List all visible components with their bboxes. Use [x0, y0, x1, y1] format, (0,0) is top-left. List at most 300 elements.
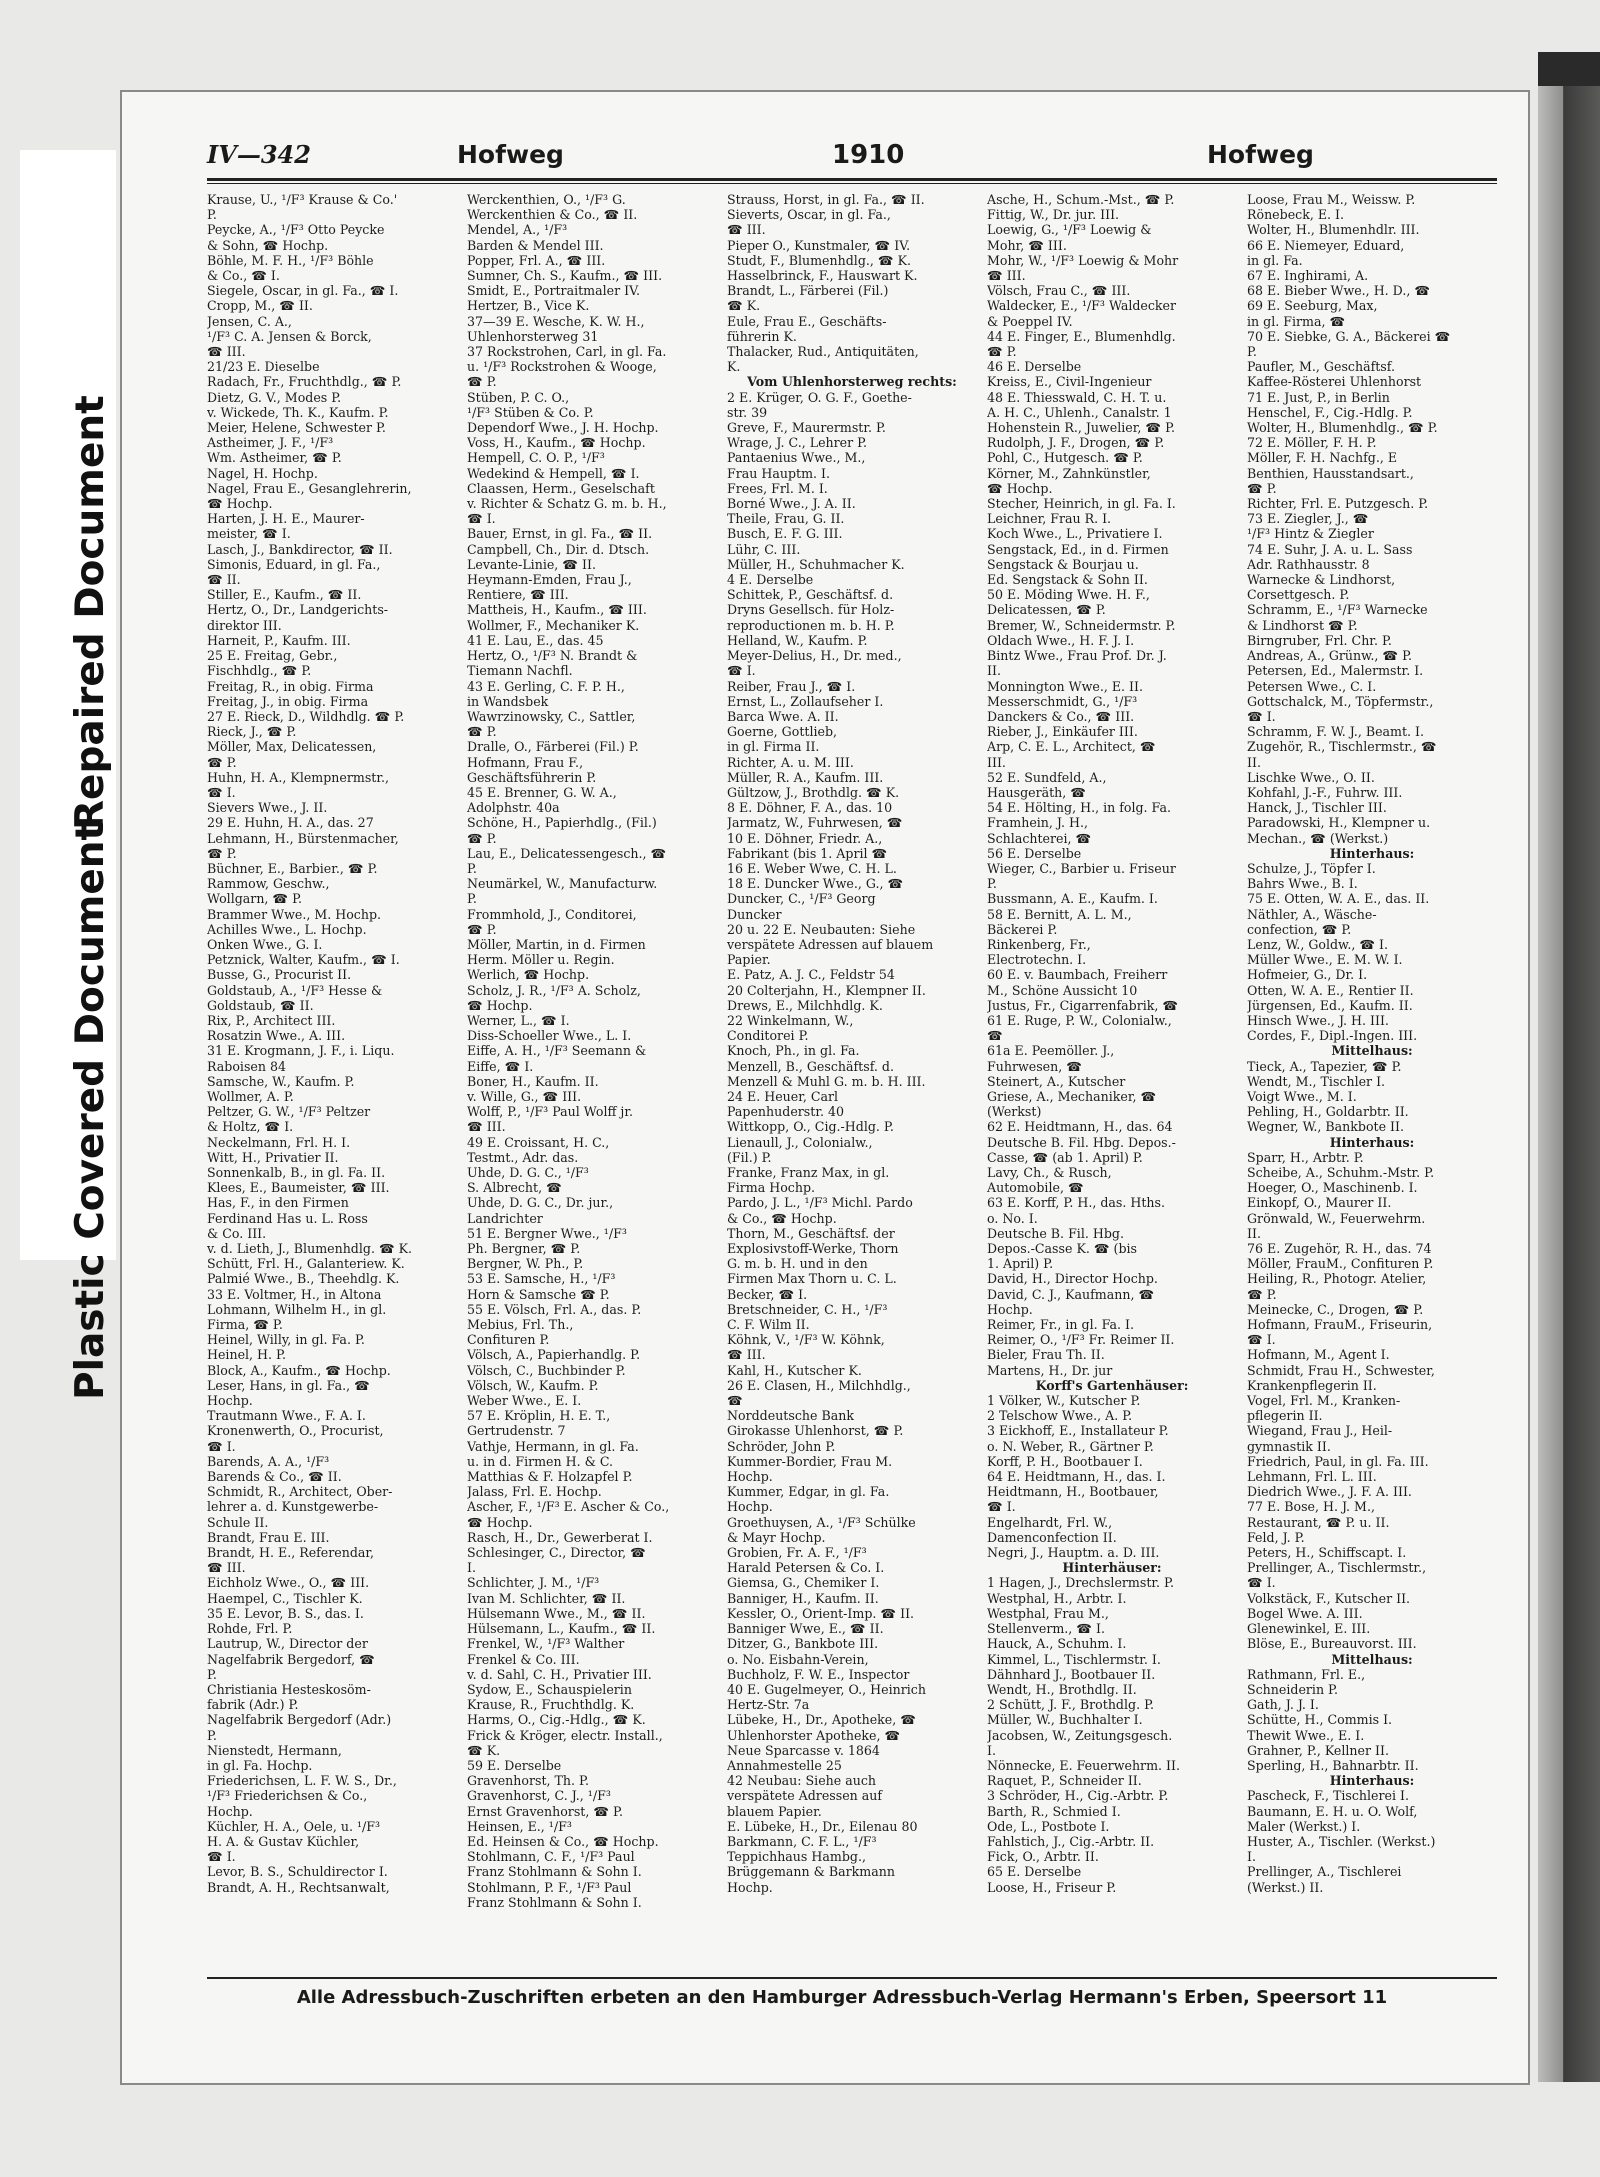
entry-line: Fabrikant (bis 1. April ☎	[727, 845, 888, 861]
entry-line: Heiling, R., Photogr. Atelier,	[1247, 1271, 1427, 1287]
entry-line: Hoeger, O., Maschinenb. I.	[1247, 1180, 1418, 1196]
entry-line: Frommhold, J., Conditorei,	[467, 906, 637, 922]
entry-line: ☎ II.	[207, 572, 241, 588]
entry-line: Schramm, E., ¹/F³ Warnecke	[1247, 602, 1428, 618]
entry-line: Dependorf Wwe., J. H. Hochp.	[467, 420, 659, 436]
entry-line: Ed. Sengstack & Sohn II.	[987, 572, 1148, 588]
entry-line: Wendt, M., Tischler I.	[1247, 1073, 1386, 1089]
entry-line: Harneit, P., Kaufm. III.	[207, 632, 351, 648]
entry-line: Werner, L., ☎ I.	[467, 1012, 570, 1028]
entry-line: & Sohn, ☎ Hochp.	[207, 237, 329, 253]
entry-line: Schlesinger, C., Director, ☎	[467, 1545, 646, 1561]
entry-line: Meyer-Delius, H., Dr. med.,	[727, 648, 902, 664]
entry-line: Heidtmann, H., Bootbauer,	[987, 1484, 1159, 1500]
entry-line: Pehling, H., Goldarbtr. II.	[1247, 1104, 1409, 1120]
entry-line: Völsch, Frau C., ☎ III.	[987, 283, 1131, 299]
entry-line: Banniger, H., Kaufm. II.	[727, 1590, 879, 1606]
entry-line: Küchler, H. A., Oele, u. ¹/F³	[207, 1818, 381, 1834]
entry-line: Hochp.	[727, 1499, 773, 1515]
entry-line: Frenkel, W., ¹/F³ Walther	[467, 1636, 625, 1652]
entry-line: ¹/F³ Friederichsen & Co.,	[207, 1788, 368, 1804]
entry-line: ☎ P.	[1247, 1286, 1277, 1302]
entry-line: Möller, Martin, in d. Firmen	[467, 936, 646, 952]
entry-line: 46 E. Derselbe	[987, 359, 1082, 375]
entry-line: Papenhuderstr. 40	[727, 1104, 844, 1120]
entry-line: Hofmeier, G., Dr. I.	[1247, 967, 1368, 983]
entry-line: ☎ P.	[467, 374, 497, 390]
entry-line: Heymann-Emden, Frau J.,	[467, 572, 632, 588]
entry-line: 64 E. Heidtmann, H., das. I.	[987, 1469, 1166, 1485]
entry-line: u. in d. Firmen H. & C.	[467, 1453, 614, 1469]
entry-line: ¹/F³ Hintz & Ziegler	[1247, 526, 1374, 542]
entry-line: Franz Stohlmann & Sohn I.	[467, 1894, 642, 1910]
entry-line: Groethuysen, A., ¹/F³ Schülke	[727, 1514, 916, 1530]
entry-line: Freitag, R., in obig. Firma	[207, 678, 374, 694]
entry-line: Goerne, Gottlieb,	[727, 724, 838, 740]
entry-line: 2 Schütt, J. F., Brothdlg. P.	[987, 1697, 1155, 1713]
header-rule-thin	[207, 183, 1497, 184]
entry-line: Köhnk, V., ¹/F³ W. Köhnk,	[727, 1332, 885, 1348]
entry-line: Frenkel & Co. III.	[467, 1651, 580, 1667]
scan-edge-dark	[1538, 52, 1600, 86]
entry-line: Knoch, Ph., in gl. Fa.	[727, 1043, 860, 1059]
entry-line: Wollgarn, ☎ P.	[207, 891, 303, 907]
entry-line: in gl. Fa. Hochp.	[207, 1757, 313, 1773]
entry-line: & Holtz, ☎ I.	[207, 1119, 294, 1135]
entry-line: Sumner, Ch. S., Kaufm., ☎ III.	[467, 268, 663, 284]
entry-line: Helland, W., Kaufm. P.	[727, 632, 868, 648]
entry-line: Vogel, Frl. M., Kranken-	[1247, 1393, 1401, 1409]
entry-line: Thalacker, Rud., Antiquitäten,	[727, 344, 919, 360]
entry-line: Hinterhäuser:	[1062, 1560, 1162, 1576]
entry-line: Jensen, C. A.,	[207, 313, 292, 329]
entry-line: Haempel, C., Tischler K.	[207, 1590, 363, 1606]
entry-line: ☎ K.	[467, 1742, 501, 1758]
entry-line: ☎ III.	[467, 1119, 506, 1135]
entry-line: Schlichter, J. M., ¹/F³	[467, 1575, 600, 1591]
entry-line: 16 E. Weber Wwe, C. H. L.	[727, 860, 897, 876]
entry-line: Wittkopp, O., Cig.-Hdlg. P.	[727, 1119, 894, 1135]
entry-line: Brüggemann & Barkmann	[727, 1864, 895, 1880]
entry-line: reproductionen m. b. H. P.	[727, 617, 895, 633]
entry-line: (Werkst)	[987, 1104, 1042, 1120]
entry-line: Voss, H., Kaufm., ☎ Hochp.	[467, 435, 646, 451]
entry-line: Brandt, H. E., Referendar,	[207, 1545, 375, 1561]
entry-line: Nagel, H. Hochp.	[207, 465, 318, 481]
column-2	[467, 192, 717, 1972]
entry-line: 21/23 E. Dieselbe	[207, 359, 320, 375]
entry-line: 73 E. Ziegler, J., ☎	[1247, 511, 1369, 527]
entry-line: Neckelmann, Frl. H. I.	[207, 1134, 351, 1150]
entry-line: Bogel Wwe. A. III.	[1247, 1605, 1363, 1621]
entry-line: Frick & Kröger, electr. Install.,	[467, 1727, 663, 1743]
entry-line: Duncker	[727, 906, 782, 922]
entry-line: Mebius, Frl. Th.,	[467, 1317, 574, 1333]
entry-line: Wolter, H., Blumenhdlg., ☎ P.	[1247, 420, 1438, 436]
entry-line: Ernst, L., Zollaufseher I.	[727, 693, 884, 709]
entry-line: verspätete Adressen auf blauem	[727, 936, 934, 952]
entry-line: 48 E. Thiesswald, C. H. T. u.	[987, 389, 1167, 405]
entry-line: ☎ P.	[987, 344, 1017, 360]
entry-line: Nienstedt, Hermann,	[207, 1742, 342, 1758]
entry-line: Campbell, Ch., Dir. d. Dtsch.	[467, 541, 650, 557]
entry-line: ☎ I.	[207, 1849, 236, 1865]
entry-line: Glenewinkel, E. III.	[1247, 1621, 1371, 1637]
entry-line: Rudolph, J. F., Drogen, ☎ P.	[987, 435, 1165, 451]
entry-line: 70 E. Siebke, G. A., Bäckerei ☎	[1247, 328, 1451, 344]
entry-line: Schittek, P., Geschäftsf. d.	[727, 587, 894, 603]
entry-line: 75 E. Otten, W. A. E., das. II.	[1247, 891, 1430, 907]
entry-line: G. m. b. H. und in den	[727, 1256, 868, 1272]
entry-line: Wiegand, Frau J., Heil-	[1247, 1423, 1393, 1439]
entry-line: Harms, O., Cig.-Hdlg., ☎ K.	[467, 1712, 646, 1728]
entry-line: Warnecke & Lindhorst,	[1247, 572, 1396, 588]
entry-line: Wegner, W., Bankbote II.	[1247, 1119, 1405, 1135]
entry-line: Andreas, A., Grünw., ☎ P.	[1247, 648, 1413, 664]
entry-line: Bäckerei P.	[987, 921, 1058, 937]
entry-line: Greve, F., Maurermstr. P.	[727, 420, 886, 436]
entry-line: 27 E. Rieck, D., Wildhdlg. ☎ P.	[207, 708, 405, 724]
entry-line: Lavy, Ch., & Rusch,	[987, 1165, 1112, 1180]
entry-line: Gültzow, J., Brothdlg. ☎ K.	[727, 784, 900, 800]
entry-line: Harald Petersen & Co. I.	[727, 1560, 885, 1576]
entry-line: Richter, A. u. M. III.	[727, 754, 854, 770]
entry-line: Claassen, Herm., Geselschaft	[467, 480, 655, 496]
entry-line: Leser, Hans, in gl. Fa., ☎	[207, 1377, 370, 1393]
entry-line: ☎ K.	[727, 298, 761, 314]
entry-line: Loose, H., Friseur P.	[987, 1879, 1117, 1895]
entry-line: Lautrup, W., Director der	[207, 1636, 368, 1652]
entry-line: Restaurant, ☎ P. u. II.	[1247, 1514, 1390, 1530]
entry-line: o. N. Weber, R., Gärtner P.	[987, 1438, 1154, 1454]
entry-line: 8 E. Döhner, F. A., das. 10	[727, 800, 893, 816]
entry-line: ☎	[987, 1028, 1003, 1044]
entry-line: Banniger Wwe, E., ☎ II.	[727, 1621, 884, 1637]
entry-line: Kronenwerth, O., Procurist,	[207, 1423, 384, 1439]
entry-line: Wrage, J. C., Lehrer P.	[727, 435, 868, 451]
entry-line: 22 Winkelmann, W.,	[727, 1012, 854, 1028]
entry-line: Paufler, M., Geschäftsf.	[1247, 359, 1395, 375]
entry-line: 20 u. 22 E. Neubauten: Siehe	[727, 921, 916, 937]
entry-line: Bussmann, A. E., Kaufm. I.	[987, 891, 1158, 907]
entry-line: 43 E. Gerling, C. F. P. H.,	[467, 678, 625, 694]
entry-line: Werckenthien & Co., ☎ II.	[467, 207, 638, 223]
entry-line: Wollmer, A. P.	[207, 1088, 294, 1104]
entry-line: Rasch, H., Dr., Gewerberat I.	[467, 1529, 653, 1545]
entry-line: Studt, F., Blumenhdlg., ☎ K.	[727, 252, 911, 268]
entry-line: Mechan., ☎ (Werkst.)	[1247, 830, 1389, 846]
entry-line: Scheibe, A., Schuhm.-Mstr. P.	[1247, 1165, 1435, 1180]
entry-line: ¹/F³ Stüben & Co. P.	[467, 404, 594, 420]
entry-line: v. d. Lieth, J., Blumenhdlg. ☎ K.	[207, 1241, 413, 1257]
entry-line: P.	[467, 891, 477, 907]
entry-line: Teppichhaus Hambg.,	[727, 1849, 866, 1865]
entry-line: Sperling, H., Bahnarbtr. II.	[1247, 1757, 1419, 1773]
entry-line: Nagelfabrik Bergedorf, ☎	[207, 1651, 375, 1667]
entry-line: 53 E. Samsche, H., ¹/F³	[467, 1271, 616, 1287]
entry-line: Nagel, Frau E., Gesanglehrerin,	[207, 480, 412, 496]
entry-line: Heinel, H. P.	[207, 1347, 286, 1363]
entry-line: Kohfahl, J.-F., Fuhrw. III.	[1247, 784, 1403, 800]
entry-line: ☎ III.	[727, 1347, 766, 1363]
entry-line: Monnington Wwe., E. II.	[987, 678, 1143, 694]
entry-line: Sparr, H., Arbtr. P.	[1247, 1149, 1364, 1165]
entry-line: Näthler, A., Wäsche-	[1247, 906, 1377, 922]
entry-line: Hofmann, FrauM., Friseurin,	[1247, 1317, 1433, 1333]
entry-line: Prellinger, A., Tischlermstr.,	[1247, 1560, 1427, 1576]
entry-line: Körner, M., Zahnkünstler,	[987, 465, 1151, 481]
entry-line: 2 Telschow Wwe., A. P.	[987, 1408, 1133, 1424]
entry-line: fabrik (Adr.) P.	[207, 1697, 299, 1713]
entry-line: Huster, A., Tischler. (Werkst.)	[1247, 1833, 1436, 1849]
entry-line: confection, ☎ P.	[1247, 921, 1352, 937]
entry-line: ☎ P.	[207, 754, 237, 770]
entry-line: Achilles Wwe., L. Hochp.	[207, 921, 367, 937]
entry-line: Volkstäck, F., Kutscher II.	[1247, 1590, 1411, 1606]
entry-line: Müller, H., Schuhmacher K.	[727, 556, 905, 572]
entry-line: Schütte, H., Commis I.	[1247, 1712, 1393, 1728]
entry-line: ☎ I.	[727, 663, 756, 679]
entry-line: Lischke Wwe., O. II.	[1247, 769, 1375, 785]
entry-line: Bretschneider, C. H., ¹/F³	[727, 1301, 888, 1317]
entry-line: Peycke, A., ¹/F³ Otto Peycke	[207, 222, 385, 238]
entry-line: Simonis, Eduard, in gl. Fa.,	[207, 556, 381, 572]
entry-line: Samsche, W., Kaufm. P.	[207, 1073, 355, 1089]
entry-line: ☎ Hochp.	[987, 480, 1053, 496]
entry-line: Eiffe, ☎ I.	[467, 1058, 534, 1074]
entry-line: Brandt, A. H., Rechtsanwalt,	[207, 1879, 390, 1895]
entry-line: Gottschalck, M., Töpfermstr.,	[1247, 693, 1434, 709]
entry-line: C. F. Wilm II.	[727, 1317, 810, 1333]
entry-line: Boner, H., Kaufm. II.	[467, 1073, 599, 1089]
entry-line: ☎ III.	[207, 344, 246, 360]
entry-line: Birngruber, Frl. Chr. P.	[1247, 632, 1392, 648]
entry-line: Korff, P. H., Bootbauer I.	[987, 1453, 1143, 1469]
entry-line: Stecher, Heinrich, in gl. Fa. I.	[987, 496, 1176, 512]
entry-line: Sonnenkalb, B., in gl. Fa. II.	[207, 1165, 386, 1180]
entry-line: Has, F., in den Firmen	[207, 1195, 349, 1211]
entry-line: Kaffee-Rösterei Uhlenhorst	[1247, 374, 1422, 390]
entry-line: Einkopf, O., Maurer II.	[1247, 1195, 1392, 1211]
entry-line: Annahmestelle 25	[727, 1757, 842, 1773]
entry-line: (Fil.) P.	[727, 1149, 772, 1165]
entry-line: Hofmann, M., Agent I.	[1247, 1347, 1390, 1363]
entry-line: 37—39 E. Wesche, K. W. H.,	[467, 313, 645, 329]
entry-line: Lübeke, H., Dr., Apotheke, ☎	[727, 1712, 916, 1728]
entry-line: Krankenpflegerin II.	[1247, 1377, 1377, 1393]
entry-line: Barends, A. A., ¹/F³	[207, 1453, 330, 1469]
entry-line: Trautmann Wwe., F. A. I.	[207, 1408, 366, 1424]
entry-line: 20 Colterjahn, H., Klempner II.	[727, 982, 926, 998]
entry-line: 56 E. Derselbe	[987, 845, 1082, 861]
entry-line: Ed. Heinsen & Co., ☎ Hochp.	[467, 1833, 659, 1849]
entry-line: Kreiss, E., Civil-Ingenieur	[987, 374, 1152, 390]
entry-line: II.	[987, 663, 1001, 679]
entry-line: Landrichter	[467, 1210, 543, 1226]
column-3	[727, 192, 977, 1972]
entry-line: Uhde, D. G. C., Dr. jur.,	[467, 1195, 614, 1211]
entry-line: Justus, Fr., Cigarrenfabrik, ☎	[987, 997, 1179, 1013]
entry-line: Bahrs Wwe., B. I.	[1247, 876, 1358, 892]
entry-line: (Werkst.) II.	[1247, 1879, 1324, 1895]
page-number: IV—342	[207, 140, 311, 169]
entry-line: Hülsemann Wwe., M., ☎ II.	[467, 1605, 646, 1621]
plastic-covered-label: Plastic Covered Document	[68, 821, 113, 1400]
entry-line: Neumärkel, W., Manufacturw.	[467, 876, 658, 892]
entry-line: Siegele, Oscar, in gl. Fa., ☎ I.	[207, 283, 399, 299]
entry-line: Mendel, A., ¹/F³	[467, 222, 568, 238]
column-4	[987, 192, 1237, 1972]
entry-line: o. No. I.	[987, 1210, 1038, 1226]
entry-line: Ph. Bergner, ☎ P.	[467, 1241, 581, 1257]
entry-line: 77 E. Bose, H. J. M.,	[1247, 1499, 1375, 1515]
entry-line: Reiber, Frau J., ☎ I.	[727, 678, 856, 694]
entry-line: Gravenhorst, C. J., ¹/F³	[467, 1788, 611, 1804]
entry-line: Westphal, H., Arbtr. I.	[987, 1590, 1127, 1606]
entry-line: ☎ I.	[1247, 1575, 1276, 1591]
entry-line: & Lindhorst ☎ P.	[1247, 617, 1358, 633]
entry-line: Hasselbrinck, F., Hauswart K.	[727, 268, 918, 284]
entry-line: Hempell, C. O. P., ¹/F³	[467, 450, 605, 466]
entry-line: Hofmann, Frau F.,	[467, 754, 584, 770]
entry-line: Dralle, O., Färberei (Fil.) P.	[467, 739, 639, 755]
entry-line: 68 E. Bieber Wwe., H. D., ☎	[1247, 283, 1431, 299]
entry-line: ☎ I.	[1247, 708, 1276, 724]
entry-line: ☎ Hochp.	[467, 1514, 533, 1530]
entry-line: 55 E. Völsch, Frl. A., das. P.	[467, 1301, 642, 1317]
archive-label-strip	[20, 150, 116, 1400]
entry-line: Böhle, M. F. H., ¹/F³ Böhle	[207, 252, 374, 268]
entry-line: Bergner, W. Ph., P.	[467, 1256, 584, 1272]
entry-line: Palmié Wwe., B., Theehdlg. K.	[207, 1271, 400, 1287]
entry-line: Herm. Möller u. Regin.	[467, 952, 615, 968]
entry-line: Electrotechn. I.	[987, 952, 1087, 968]
entry-line: Voigt Wwe., M. I.	[1247, 1088, 1357, 1104]
entry-line: Hohenstein R., Juwelier, ☎ P.	[987, 420, 1176, 436]
entry-line: Paradowski, H., Klempner u.	[1247, 815, 1431, 831]
entry-line: Barth, R., Schmied I.	[987, 1803, 1121, 1819]
entry-line: Astheimer, J. F., ¹/F³	[207, 435, 334, 451]
entry-line: 2 E. Krüger, O. G. F., Goethe-	[727, 389, 912, 405]
entry-line: I.	[987, 1742, 996, 1758]
entry-line: Eule, Frau E., Geschäfts-	[727, 313, 887, 329]
entry-line: Lasch, J., Bankdirector, ☎ II.	[207, 541, 393, 557]
entry-line: 26 E. Clasen, H., Milchhdlg.,	[727, 1377, 911, 1393]
entry-line: Büchner, E., Barbier., ☎ P.	[207, 860, 378, 876]
entry-line: Sieverts, Oscar, in gl. Fa.,	[727, 207, 891, 223]
entry-line: 18 E. Duncker Wwe., G., ☎	[727, 876, 904, 892]
entry-line: Brammer Wwe., M. Hochp.	[207, 906, 382, 922]
entry-line: & Co. III.	[207, 1225, 267, 1241]
entry-line: 74 E. Suhr, J. A. u. L. Sass	[1247, 541, 1413, 557]
entry-line: Hertz, O., ¹/F³ N. Brandt &	[467, 648, 638, 664]
entry-line: Eichholz Wwe., O., ☎ III.	[207, 1575, 370, 1591]
entry-line: Hinterhaus:	[1329, 845, 1415, 861]
entry-line: Krause, R., Fruchthdlg. K.	[467, 1697, 635, 1713]
entry-line: Deutsche B. Fil. Hbg. Depos.-	[987, 1134, 1176, 1150]
entry-line: blauem Papier.	[727, 1803, 822, 1819]
entry-line: Adolphstr. 40a	[467, 800, 560, 816]
entry-line: Schmidt, Frau H., Schwester,	[1247, 1362, 1435, 1378]
entry-line: u. ¹/F³ Rockstrohen & Wooge,	[467, 359, 657, 375]
entry-line: Raboisen 84	[207, 1058, 287, 1074]
entry-line: Reimer, O., ¹/F³ Fr. Reimer II.	[987, 1332, 1175, 1348]
entry-line: Confituren P.	[467, 1332, 550, 1348]
entry-line: I.	[467, 1560, 476, 1576]
entry-line: Raquet, P., Schneider II.	[987, 1773, 1142, 1789]
entry-line: Gravenhorst, Th. P.	[467, 1773, 589, 1789]
entry-line: Schütt, Frl. H., Galanteriew. K.	[207, 1256, 405, 1272]
entry-line: Engelhardt, Frl. W.,	[987, 1514, 1113, 1530]
entry-line: Ditzer, G., Bankbote III.	[727, 1636, 879, 1652]
entry-line: Franz Stohlmann & Sohn I.	[467, 1864, 642, 1880]
entry-line: 29 E. Huhn, H. A., das. 27	[207, 815, 374, 831]
entry-line: ☎ I.	[207, 1438, 236, 1454]
entry-line: Grönwald, W., Feuerwehrm.	[1247, 1210, 1426, 1226]
entry-line: Werckenthien, O., ¹/F³ G.	[467, 192, 626, 207]
entry-line: ☎ Hochp.	[207, 496, 273, 512]
entry-line: Barends & Co., ☎ II.	[207, 1469, 342, 1485]
entry-line: Thorn, M., Geschäftsf. der	[727, 1225, 895, 1241]
entry-line: David, H., Director Hochp.	[987, 1271, 1158, 1287]
entry-line: Brandt, L., Färberei (Fil.)	[727, 283, 889, 299]
entry-line: 51 E. Bergner Wwe., ¹/F³	[467, 1225, 627, 1241]
entry-line: & Mayr Hochp.	[727, 1529, 826, 1545]
entry-line: Stellenverm., ☎ I.	[987, 1621, 1105, 1637]
entry-line: Diedrich Wwe., J. F. A. III.	[1247, 1484, 1412, 1500]
entry-line: Vathje, Hermann, in gl. Fa.	[467, 1438, 639, 1454]
entry-line: Rohde, Frl. P.	[207, 1621, 293, 1637]
entry-line: Hochp.	[207, 1803, 253, 1819]
entry-line: 66 E. Niemeyer, Eduard,	[1247, 237, 1405, 253]
entry-line: Busch, E. F. G. III.	[727, 526, 843, 542]
entry-line: Meier, Helene, Schwester P.	[207, 420, 386, 436]
entry-line: Framhein, J. H.,	[987, 815, 1088, 831]
entry-line: Onken Wwe., G. I.	[207, 936, 323, 952]
entry-line: P.	[207, 207, 217, 223]
entry-line: Friedrich, Paul, in gl. Fa. III.	[1247, 1453, 1429, 1469]
entry-line: Rieber, J., Einkäufer III.	[987, 724, 1138, 740]
entry-line: Hochp.	[987, 1301, 1033, 1317]
entry-line: Busse, G., Procurist II.	[207, 967, 352, 983]
entry-line: H. A. & Gustav Küchler,	[207, 1833, 360, 1849]
entry-line: Grobien, Fr. A. F., ¹/F³	[727, 1545, 867, 1561]
entry-line: Ode, L., Postbote I.	[987, 1818, 1110, 1834]
entry-line: Kessler, O., Orient-Imp. ☎ II.	[727, 1605, 915, 1621]
entry-line: Pantaenius Wwe., M.,	[727, 450, 866, 466]
entry-line: & Poeppel IV.	[987, 313, 1073, 329]
entry-line: 42 Neubau: Siehe auch	[727, 1773, 876, 1789]
entry-line: 41 E. Lau, E., das. 45	[467, 632, 604, 648]
entry-line: Freitag, J., in obig. Firma	[207, 693, 369, 709]
footer-rule	[207, 1977, 1497, 1979]
entry-line: Uhde, D. G. C., ¹/F³	[467, 1165, 589, 1180]
entry-line: Goldstaub, ☎ II.	[207, 997, 314, 1013]
entry-line: Becker, ☎ I.	[727, 1286, 808, 1302]
entry-line: P.	[1247, 344, 1257, 360]
entry-line: Fischhdlg., ☎ P.	[207, 663, 312, 679]
entry-line: Buchholz, F. W. E., Inspector	[727, 1666, 910, 1682]
entry-line: Lehmann, H., Bürstenmacher,	[207, 830, 399, 846]
entry-line: führerin K.	[727, 328, 797, 344]
entry-line: Drews, E., Milchhdlg. K.	[727, 997, 883, 1013]
entry-line: Lenz, W., Goldw., ☎ I.	[1247, 936, 1389, 952]
entry-line: Zugehör, R., Tischlermstr., ☎	[1247, 739, 1437, 755]
entry-line: 67 E. Inghirami, A.	[1247, 268, 1369, 284]
entry-line: Lohmann, Wilhelm H., in gl.	[207, 1301, 387, 1317]
directory-page	[120, 90, 1530, 2085]
entry-line: Martens, H., Dr. jur	[987, 1362, 1113, 1378]
